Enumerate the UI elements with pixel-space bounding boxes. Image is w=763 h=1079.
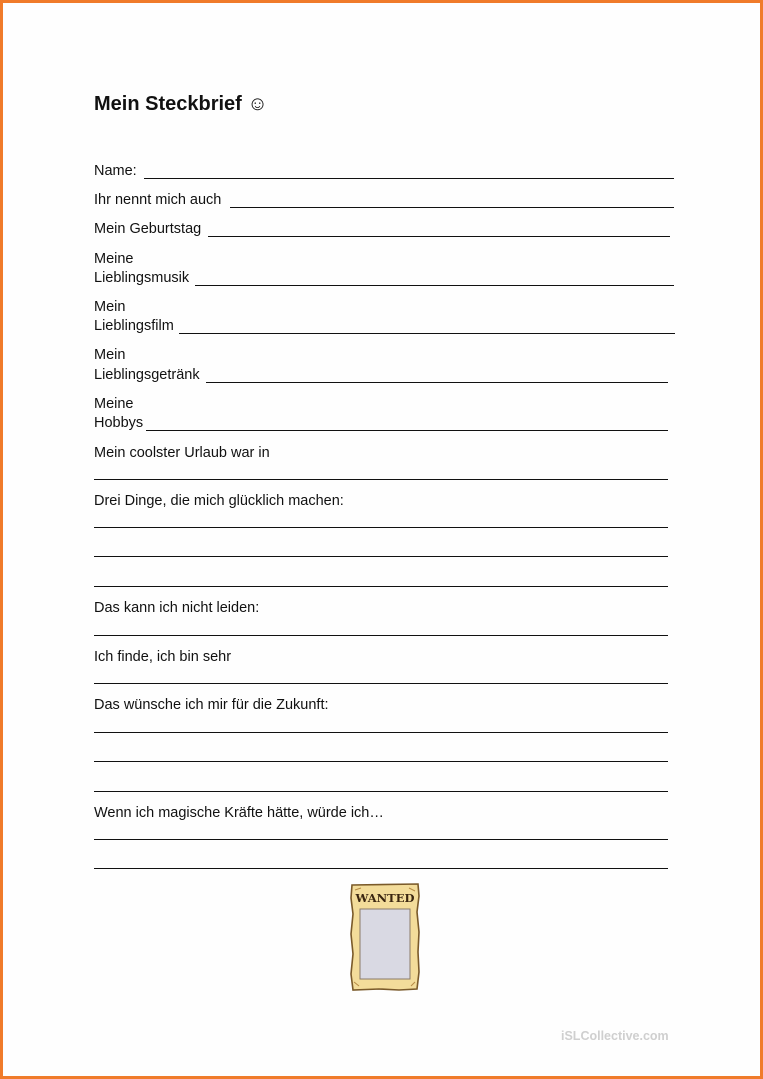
wanted-poster-icon — [349, 882, 421, 992]
vacation-line[interactable] — [94, 479, 668, 480]
drink-label-line1: Mein — [94, 347, 126, 363]
happy-question: Drei Dinge, die mich glücklich machen: — [94, 493, 344, 509]
happy-line-1[interactable] — [94, 527, 668, 528]
birthday-line[interactable] — [208, 236, 670, 237]
birthday-label: Mein Geburtstag — [94, 221, 202, 237]
hobbies-line[interactable] — [146, 430, 668, 431]
magic-line-2[interactable] — [94, 868, 668, 869]
future-question: Das wünsche ich mir für die Zukunft: — [94, 697, 329, 713]
magic-question: Wenn ich magische Kräfte hätte, würde ich… — [94, 805, 384, 821]
name-label: Name: — [94, 163, 137, 179]
music-label-line1: Meine — [94, 251, 134, 267]
magic-line-1[interactable] — [94, 839, 668, 840]
film-label-line2: Lieblingsfilm — [94, 318, 174, 334]
drink-line[interactable] — [206, 382, 668, 383]
name-line[interactable] — [144, 178, 674, 179]
future-line-3[interactable] — [94, 791, 668, 792]
hobbies-label-line2: Hobbys — [94, 415, 144, 431]
happy-line-2[interactable] — [94, 556, 668, 557]
film-line[interactable] — [179, 333, 675, 334]
nickname-line[interactable] — [230, 207, 674, 208]
happy-line-3[interactable] — [94, 586, 668, 587]
film-label-line1: Mein — [94, 299, 126, 315]
page-title: Mein Steckbrief ☺ — [94, 93, 268, 115]
vacation-question: Mein coolster Urlaub war in — [94, 445, 270, 461]
future-line-1[interactable] — [94, 732, 668, 733]
wanted-poster-image — [349, 882, 421, 992]
future-line-2[interactable] — [94, 761, 668, 762]
nickname-label: Ihr nennt mich auch — [94, 192, 222, 208]
self-question: Ich finde, ich bin sehr — [94, 649, 232, 665]
hobbies-label-line1: Meine — [94, 396, 134, 412]
music-label-line2: Lieblingsmusik — [94, 270, 190, 286]
self-line[interactable] — [94, 683, 668, 684]
drink-label-line2: Lieblingsgetränk — [94, 367, 200, 383]
music-line[interactable] — [195, 285, 674, 286]
dislike-question: Das kann ich nicht leiden: — [94, 600, 260, 616]
wanted-text: WANTED — [355, 891, 415, 905]
footer-watermark: iSLCollective.com — [561, 1029, 669, 1043]
dislike-line[interactable] — [94, 635, 668, 636]
